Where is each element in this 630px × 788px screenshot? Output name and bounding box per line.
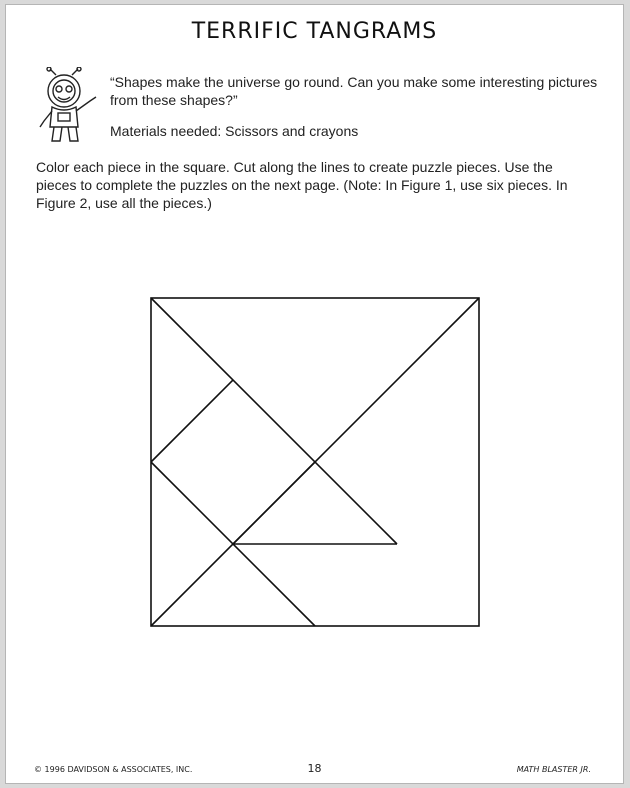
worksheet-page <box>5 4 624 784</box>
tangram-diagonal-upper <box>151 298 397 544</box>
page-number: 18 <box>307 762 322 775</box>
copyright-footer: © 1996 DAVIDSON & ASSOCIATES, INC. <box>34 765 193 774</box>
page-title: TERRIFIC TANGRAMS <box>191 19 438 44</box>
instructions-text: Color each piece in the square. Cut along the lines to create puzzle pieces. Use the pieces to complete the puzzles on the next page. (Note: In Figure 1, use six pieces. In Figure 2, use all the pieces.) <box>36 159 568 211</box>
tangram-square-figure <box>148 295 482 629</box>
mascot-quote: “Shapes make the universe go round. Can you make some interesting pictures from these shapes?” <box>110 74 598 108</box>
tangram-parallelogram-edge <box>233 462 315 544</box>
tangram-square-edge-top <box>151 380 233 462</box>
brand-footer: MATH BLASTER JR. <box>516 765 591 774</box>
materials-needed: Materials needed: Scissors and crayons <box>110 123 359 139</box>
astronaut-mascot-illustration <box>34 67 104 147</box>
